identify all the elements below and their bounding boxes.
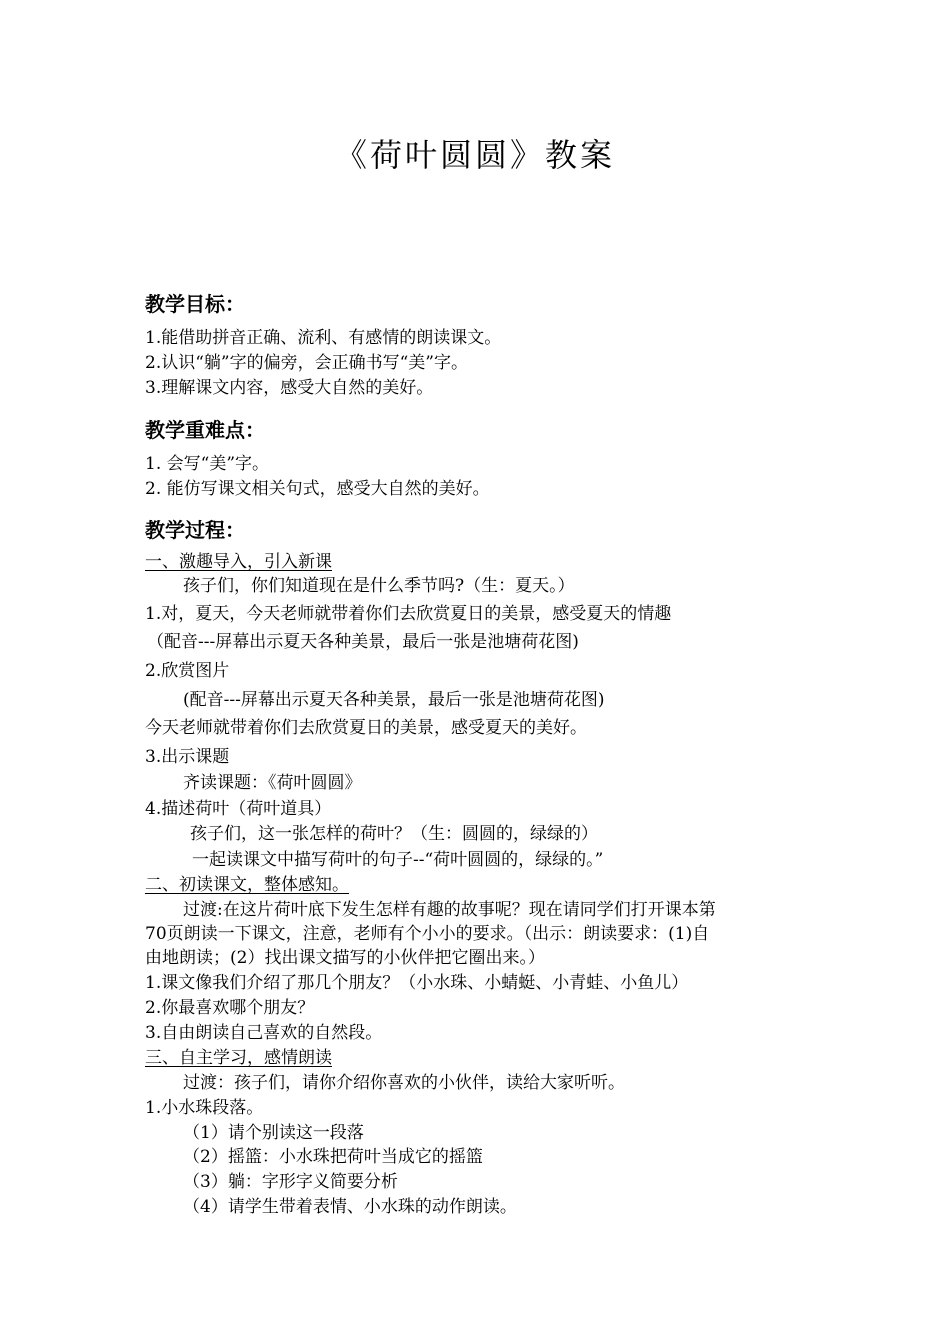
process-line: （1）请个别读这一段落	[183, 1123, 364, 1143]
process-line: 1.课文像我们介绍了那几个朋友？（小水珠、小蜻蜓、小青蛙、小鱼儿）	[145, 973, 689, 993]
process-line: 4.描述荷叶（荷叶道具）	[145, 799, 332, 819]
step-heading-2: 二、初读课文，整体感知。	[145, 875, 349, 895]
heading-teaching-process: 教学过程：	[145, 518, 245, 542]
process-line: （3）躺：字形字义简要分析	[183, 1172, 398, 1192]
goal-item: 2.认识“躺”字的偏旁，会正确书写“美”字。	[145, 353, 468, 373]
process-line: （2）摇篮：小水珠把荷叶当成它的摇篮	[183, 1147, 483, 1167]
key-point-item: 2. 能仿写课文相关句式，感受大自然的美好。	[145, 479, 490, 499]
process-line: 1.小水珠段落。	[145, 1098, 264, 1118]
process-line: 一起读课文中描写荷叶的句子--“荷叶圆圆的，绿绿的。”	[192, 850, 604, 870]
process-line: 1.对，夏天，今天老师就带着你们去欣赏夏日的美景，感受夏天的情趣	[145, 604, 672, 624]
page-title: 《荷叶圆圆》教案	[334, 136, 615, 174]
heading-key-points: 教学重难点：	[145, 418, 265, 442]
process-line: (配音---屏幕出示夏天各种美景，最后一张是池塘荷花图)	[183, 690, 605, 710]
process-line: （配音---屏幕出示夏天各种美景，最后一张是池塘荷花图)	[147, 632, 579, 652]
step-heading-3: 三、自主学习，感情朗读	[145, 1048, 332, 1068]
process-line: 由地朗读；(2）找出课文描写的小伙伴把它圈出来。）	[145, 948, 545, 968]
process-line: 今天老师就带着你们去欣赏夏日的美景，感受夏天的美好。	[145, 718, 587, 738]
step-heading-1: 一、激趣导入，引入新课	[145, 552, 332, 572]
heading-teaching-goals: 教学目标：	[145, 292, 245, 316]
process-line: 孩子们，你们知道现在是什么季节吗?（生：夏天。）	[183, 576, 575, 596]
process-line: 3.自由朗读自己喜欢的自然段。	[145, 1023, 383, 1043]
process-line: 过渡：孩子们，请你介绍你喜欢的小伙伴，读给大家听听。	[183, 1073, 625, 1093]
process-line: 2.欣赏图片	[145, 661, 230, 681]
process-line: 70页朗读一下课文，注意，老师有个小小的要求。（出示：朗读要求：(1)自	[145, 924, 710, 944]
process-line: 齐读课题：《荷叶圆圆》	[183, 773, 362, 793]
process-line: 2.你最喜欢哪个朋友？	[145, 998, 315, 1018]
goal-item: 3.理解课文内容，感受大自然的美好。	[145, 378, 434, 398]
process-line: （4）请学生带着表情、小水珠的动作朗读。	[183, 1197, 517, 1217]
key-point-item: 1. 会写“美”字。	[145, 454, 270, 474]
process-line: 孩子们，这一张怎样的荷叶？（生：圆圆的，绿绿的）	[190, 824, 598, 844]
process-line: 过渡:在这片荷叶底下发生怎样有趣的故事呢？现在请同学们打开课本第	[183, 900, 716, 920]
goal-item: 1.能借助拼音正确、流利、有感情的朗读课文。	[145, 328, 502, 348]
process-line: 3.出示课题	[145, 747, 230, 767]
